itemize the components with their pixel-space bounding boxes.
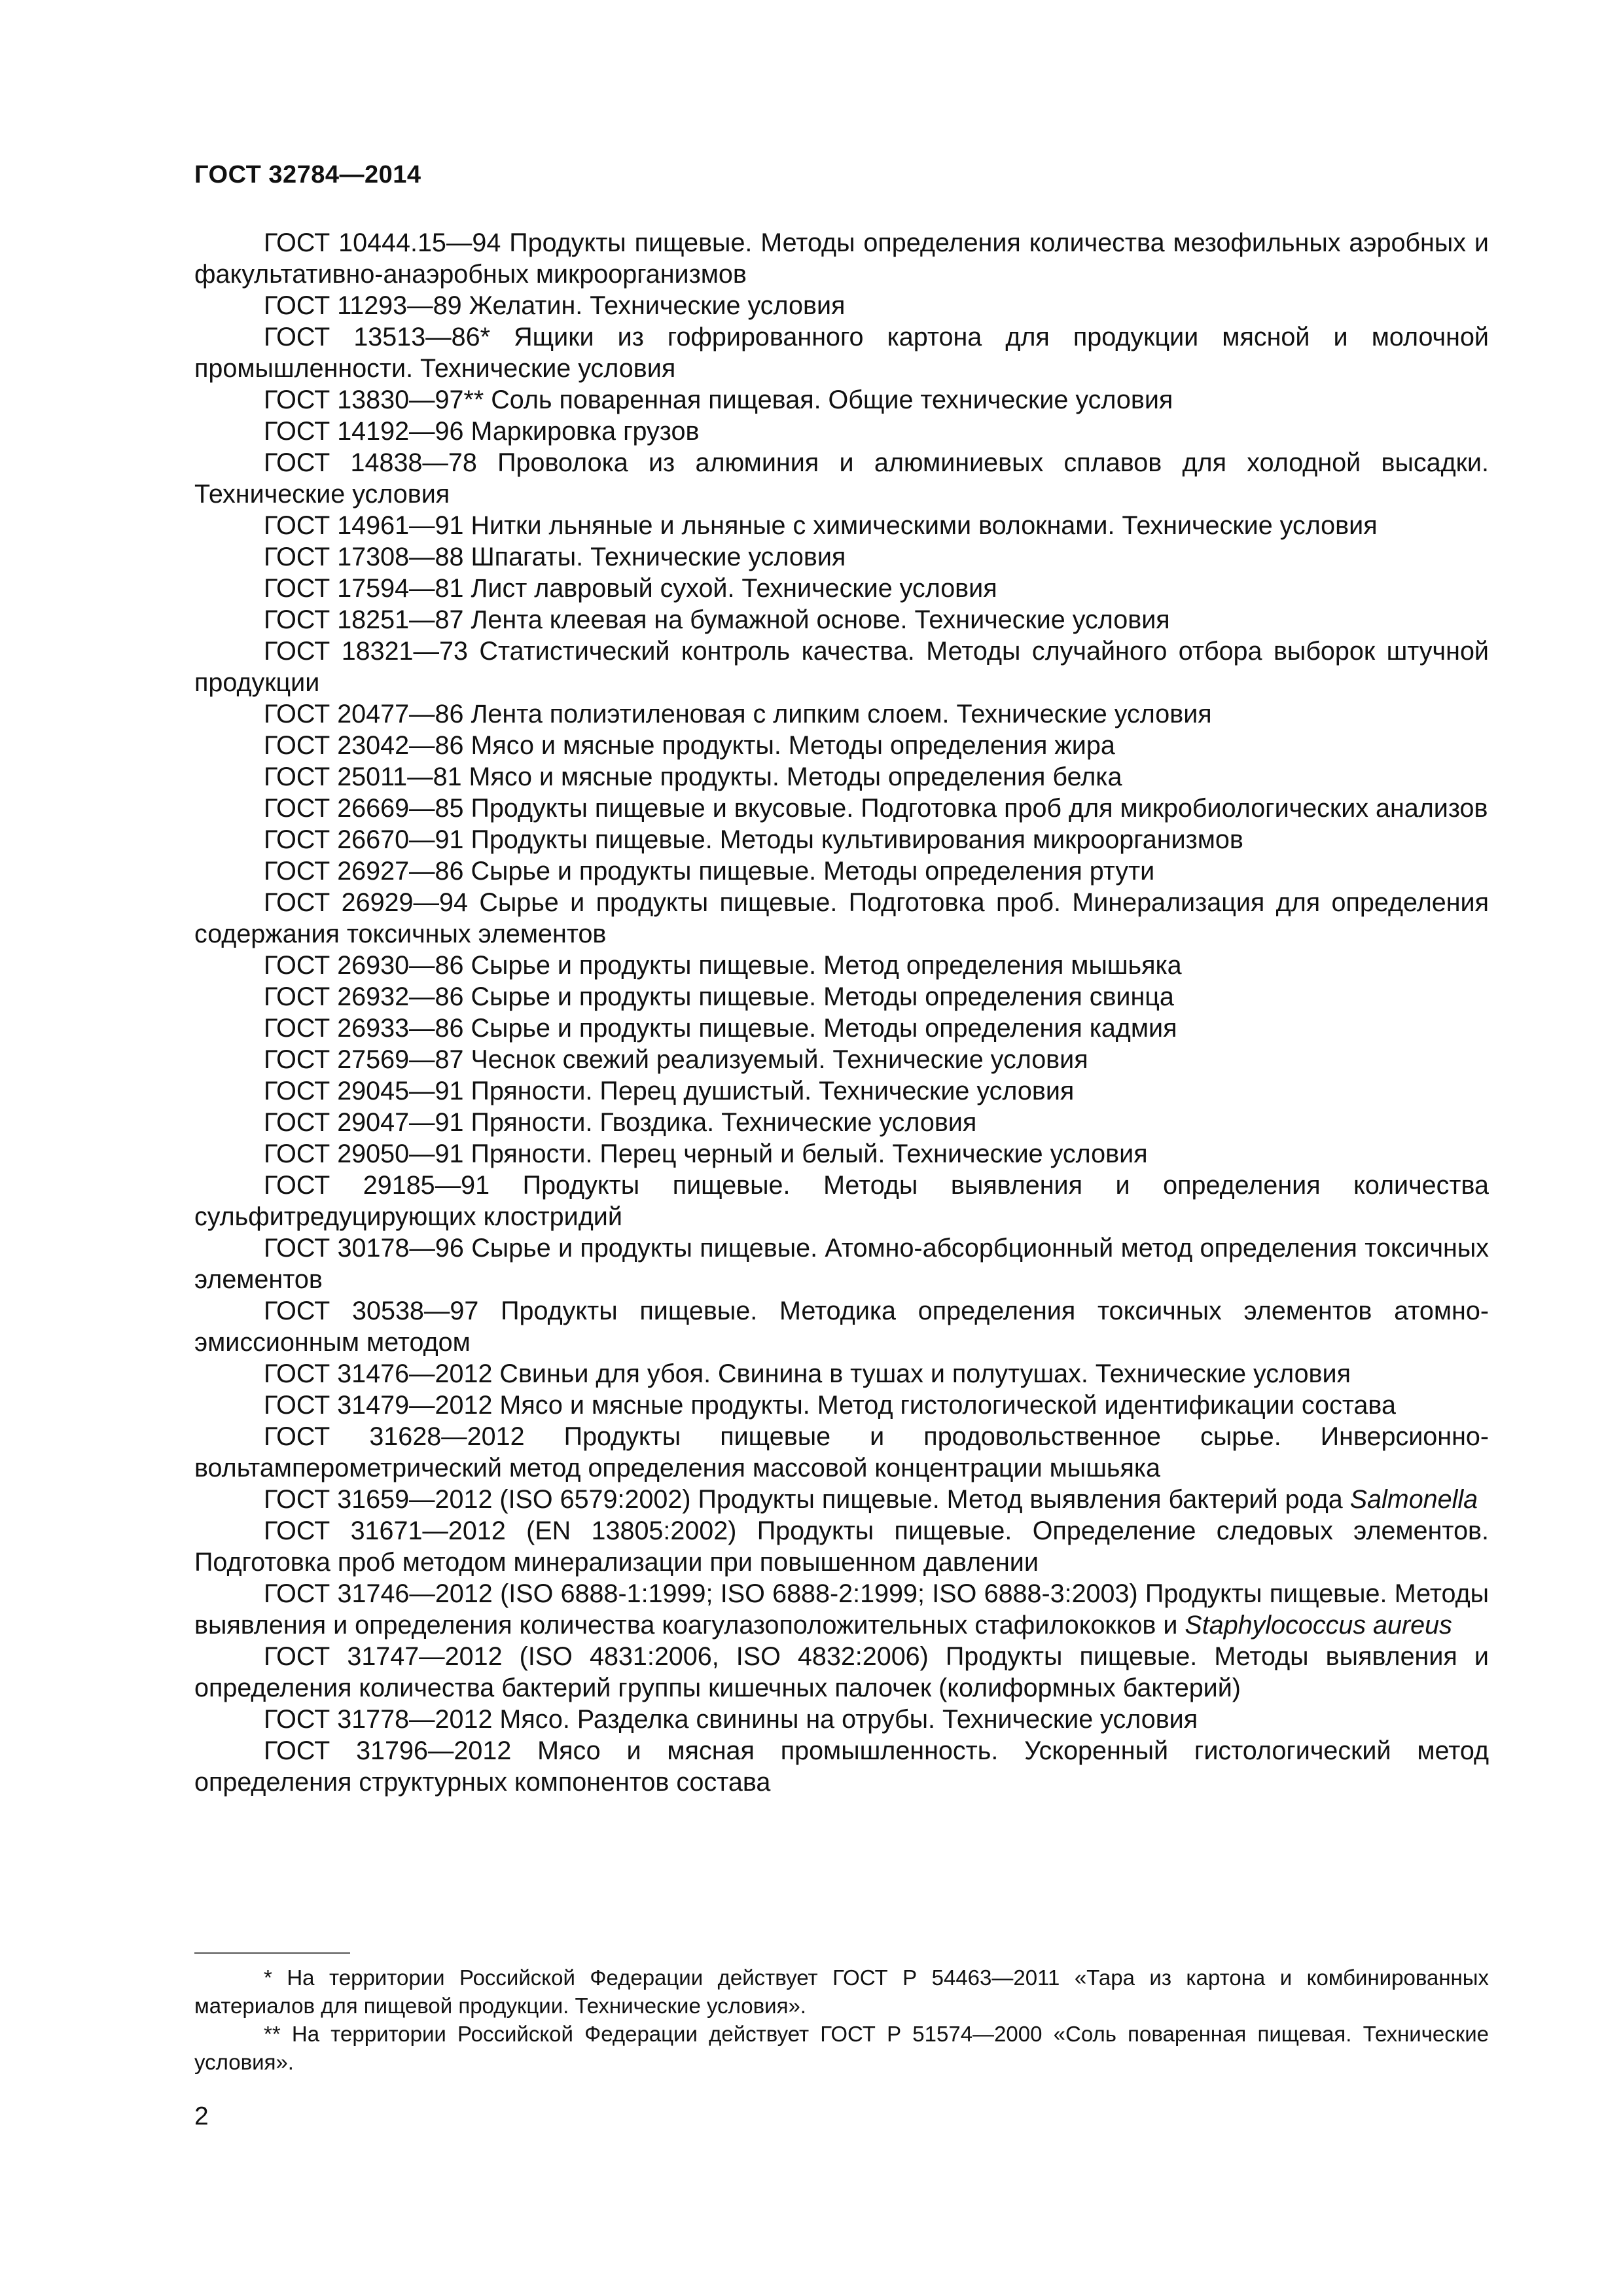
reference-code: ГОСТ 17308—88 [264, 543, 464, 571]
reference-title: Ящики из гофрированного картона для продукции мясной и молочной промышленности. Технические условия [194, 323, 1489, 383]
reference-item [194, 1075, 1489, 1107]
reference-code: ГОСТ 13830—97** [264, 386, 484, 414]
reference-title: Мясо и мясные продукты. Методы определения белка [469, 762, 1122, 791]
reference-item [194, 824, 1489, 855]
reference-code: ГОСТ 26932—86 [264, 982, 464, 1011]
reference-item [194, 1641, 1489, 1704]
footnote-divider [194, 1952, 350, 1954]
footnote-mark: ** [264, 2022, 281, 2046]
reference-code: ГОСТ 18251—87 [264, 605, 464, 634]
reference-title: Продукты пищевые. Методика определения токсичных элементов атомно-эмиссионным методом [194, 1297, 1489, 1357]
reference-code: ГОСТ 13513—86* [264, 323, 490, 351]
reference-item [194, 541, 1489, 573]
reference-italic-term: Salmonella [1349, 1485, 1478, 1514]
footnotes [194, 1964, 1489, 2076]
reference-item [194, 1170, 1489, 1232]
reference-item [194, 1295, 1489, 1358]
reference-code: ГОСТ 26929—94 [264, 888, 468, 917]
reference-item [194, 1138, 1489, 1170]
reference-title: Продукты пищевые. Методы определения количества мезофильных аэробных и факультативно-анаэробных микроорганизмов [194, 228, 1489, 289]
reference-item [194, 321, 1489, 384]
reference-title: Сырье и продукты пищевые. Методы определения ртути [471, 857, 1155, 886]
reference-item [194, 761, 1489, 793]
reference-code: ГОСТ 31747—2012 [264, 1642, 503, 1671]
reference-title: Желатин. Технические условия [469, 291, 846, 320]
reference-title: Нитки льняные и льняные с химическими волокнами. Технические условия [471, 511, 1378, 540]
reference-title: Мясо. Разделка свинины на отрубы. Технические условия [499, 1705, 1198, 1734]
reference-title: Продукты пищевые. Методы выявления и определения количества сульфитредуцирующих клостридий [194, 1171, 1489, 1231]
reference-item [194, 227, 1489, 290]
reference-code: ГОСТ 30538—97 [264, 1297, 479, 1325]
reference-code: ГОСТ 26930—86 [264, 951, 464, 980]
reference-item [194, 1735, 1489, 1798]
reference-code: ГОСТ 29047—91 [264, 1108, 464, 1137]
reference-title: Продукты пищевые и вкусовые. Подготовка проб для микробиологических анализов [471, 794, 1488, 823]
reference-code: ГОСТ 14192—96 [264, 417, 464, 446]
footnote [194, 1964, 1489, 2020]
reference-title: Соль поваренная пищевая. Общие технические условия [491, 386, 1173, 414]
reference-title: Маркировка грузов [471, 417, 700, 446]
reference-code: ГОСТ 31796—2012 [264, 1736, 512, 1765]
reference-code: ГОСТ 11293—89 [264, 291, 462, 320]
reference-item [194, 793, 1489, 824]
reference-code: ГОСТ 31479—2012 [264, 1391, 493, 1420]
reference-code: ГОСТ 31746—2012 [264, 1579, 493, 1608]
reference-item [194, 636, 1489, 698]
reference-code: ГОСТ 10444.15—94 [264, 228, 501, 257]
reference-title: Сырье и продукты пищевые. Методы определения свинца [471, 982, 1174, 1011]
reference-code: ГОСТ 29185—91 [264, 1171, 490, 1200]
reference-item [194, 887, 1489, 950]
reference-title: Лента клеевая на бумажной основе. Технические условия [471, 605, 1170, 634]
reference-code: ГОСТ 17594—81 [264, 574, 464, 603]
reference-title: Статистический контроль качества. Методы случайного отбора выборок штучной продукции [194, 637, 1489, 697]
reference-title: (ISO 4831:2006, ISO 4832:2006) Продукты пищевые. Методы выявления и определения количества бактерий группы кишечных палочек (колиформных бактерий) [194, 1642, 1489, 1702]
reference-code: ГОСТ 26927—86 [264, 857, 464, 886]
reference-title: Свиньи для убоя. Свинина в тушах и полутушах. Технические условия [499, 1359, 1351, 1388]
reference-item [194, 1358, 1489, 1390]
reference-title: Пряности. Перец душистый. Технические условия [471, 1077, 1075, 1105]
reference-title: Сырье и продукты пищевые. Атомно-абсорбционный метод определения токсичных элементов [194, 1234, 1489, 1294]
reference-item [194, 950, 1489, 981]
footnote-text: На территории Российской Федерации действует ГОСТ Р 54463—2011 «Тара из картона и комбинированных материалов для пищевой продукции. Технические условия». [194, 1965, 1489, 2018]
reference-code: ГОСТ 29050—91 [264, 1139, 464, 1168]
reference-title: Чеснок свежий реализуемый. Технические условия [471, 1045, 1088, 1074]
reference-item [194, 1044, 1489, 1075]
reference-code: ГОСТ 31778—2012 [264, 1705, 493, 1734]
document-code-header: ГОСТ 32784—2014 [194, 161, 421, 188]
reference-title: (ISO 6888-1:1999; ISO 6888-2:1999; ISO 6888-3:2003) Продукты пищевые. Методы выявления и определения количества коагулазоположительных стафилококков и [194, 1579, 1489, 1640]
reference-item [194, 447, 1489, 510]
reference-code: ГОСТ 30178—96 [264, 1234, 464, 1263]
reference-item [194, 1390, 1489, 1421]
reference-item [194, 384, 1489, 416]
reference-code: ГОСТ 18321—73 [264, 637, 468, 666]
reference-item [194, 1013, 1489, 1044]
reference-code: ГОСТ 31476—2012 [264, 1359, 493, 1388]
reference-code: ГОСТ 31659—2012 [264, 1485, 493, 1514]
reference-title: Мясо и мясная промышленность. Ускоренный гистологический метод определения структурных компонентов состава [194, 1736, 1489, 1797]
footnote-mark: * [264, 1965, 272, 1990]
reference-title: Сырье и продукты пищевые. Подготовка проб. Минерализация для определения содержания токсичных элементов [194, 888, 1489, 948]
reference-title: Лист лавровый сухой. Технические условия [471, 574, 997, 603]
reference-item [194, 1484, 1489, 1515]
reference-title: Продукты пищевые и продовольственное сырье. Инверсионно-вольтамперометрический метод определения массовой концентрации мышьяка [194, 1422, 1489, 1482]
reference-item [194, 416, 1489, 447]
reference-code: ГОСТ 20477—86 [264, 700, 464, 728]
reference-item [194, 1578, 1489, 1641]
reference-title: Проволока из алюминия и алюминиевых сплавов для холодной высадки. Технические условия [194, 448, 1489, 509]
reference-code: ГОСТ 26933—86 [264, 1014, 464, 1043]
reference-title: Шпагаты. Технические условия [471, 543, 846, 571]
reference-code: ГОСТ 27569—87 [264, 1045, 464, 1074]
reference-item [194, 1107, 1489, 1138]
reference-item [194, 1704, 1489, 1735]
reference-item [194, 730, 1489, 761]
reference-item [194, 604, 1489, 636]
reference-code: ГОСТ 31628—2012 [264, 1422, 525, 1451]
reference-code: ГОСТ 23042—86 [264, 731, 464, 760]
reference-title: Сырье и продукты пищевые. Метод определения мышьяка [471, 951, 1182, 980]
reference-code: ГОСТ 14838—78 [264, 448, 477, 477]
reference-title: Пряности. Перец черный и белый. Технические условия [471, 1139, 1148, 1168]
reference-item [194, 1515, 1489, 1578]
normative-references-list [194, 227, 1489, 1798]
reference-title: Сырье и продукты пищевые. Методы определения кадмия [471, 1014, 1177, 1043]
reference-code: ГОСТ 26669—85 [264, 794, 464, 823]
footnote [194, 2020, 1489, 2076]
reference-title: Мясо и мясные продукты. Метод гистологической идентификации состава [499, 1391, 1396, 1420]
reference-title: (ISO 6579:2002) Продукты пищевые. Метод выявления бактерий рода [499, 1485, 1343, 1514]
reference-title: Лента полиэтиленовая с липким слоем. Технические условия [471, 700, 1212, 728]
reference-title: Мясо и мясные продукты. Методы определения жира [471, 731, 1115, 760]
reference-code: ГОСТ 29045—91 [264, 1077, 464, 1105]
reference-code: ГОСТ 14961—91 [264, 511, 464, 540]
reference-item [194, 981, 1489, 1013]
reference-italic-term: Staphylococcus aureus [1185, 1611, 1452, 1640]
reference-item [194, 1232, 1489, 1295]
reference-item [194, 855, 1489, 887]
reference-code: ГОСТ 26670—91 [264, 825, 464, 854]
reference-title: Пряности. Гвоздика. Технические условия [471, 1108, 977, 1137]
reference-item [194, 573, 1489, 604]
reference-code: ГОСТ 31671—2012 [264, 1516, 506, 1545]
reference-item [194, 1421, 1489, 1484]
reference-item [194, 698, 1489, 730]
reference-title: Продукты пищевые. Методы культивирования микроорганизмов [471, 825, 1243, 854]
reference-item [194, 290, 1489, 321]
footnote-text: На территории Российской Федерации действует ГОСТ Р 51574—2000 «Соль поваренная пищевая. Технические условия». [194, 2022, 1489, 2074]
page-number: 2 [194, 2102, 209, 2130]
reference-title: (EN 13805:2002) Продукты пищевые. Определение следовых элементов. Подготовка проб методом минерализации при повышенном давлении [194, 1516, 1489, 1577]
reference-code: ГОСТ 25011—81 [264, 762, 462, 791]
reference-item [194, 510, 1489, 541]
